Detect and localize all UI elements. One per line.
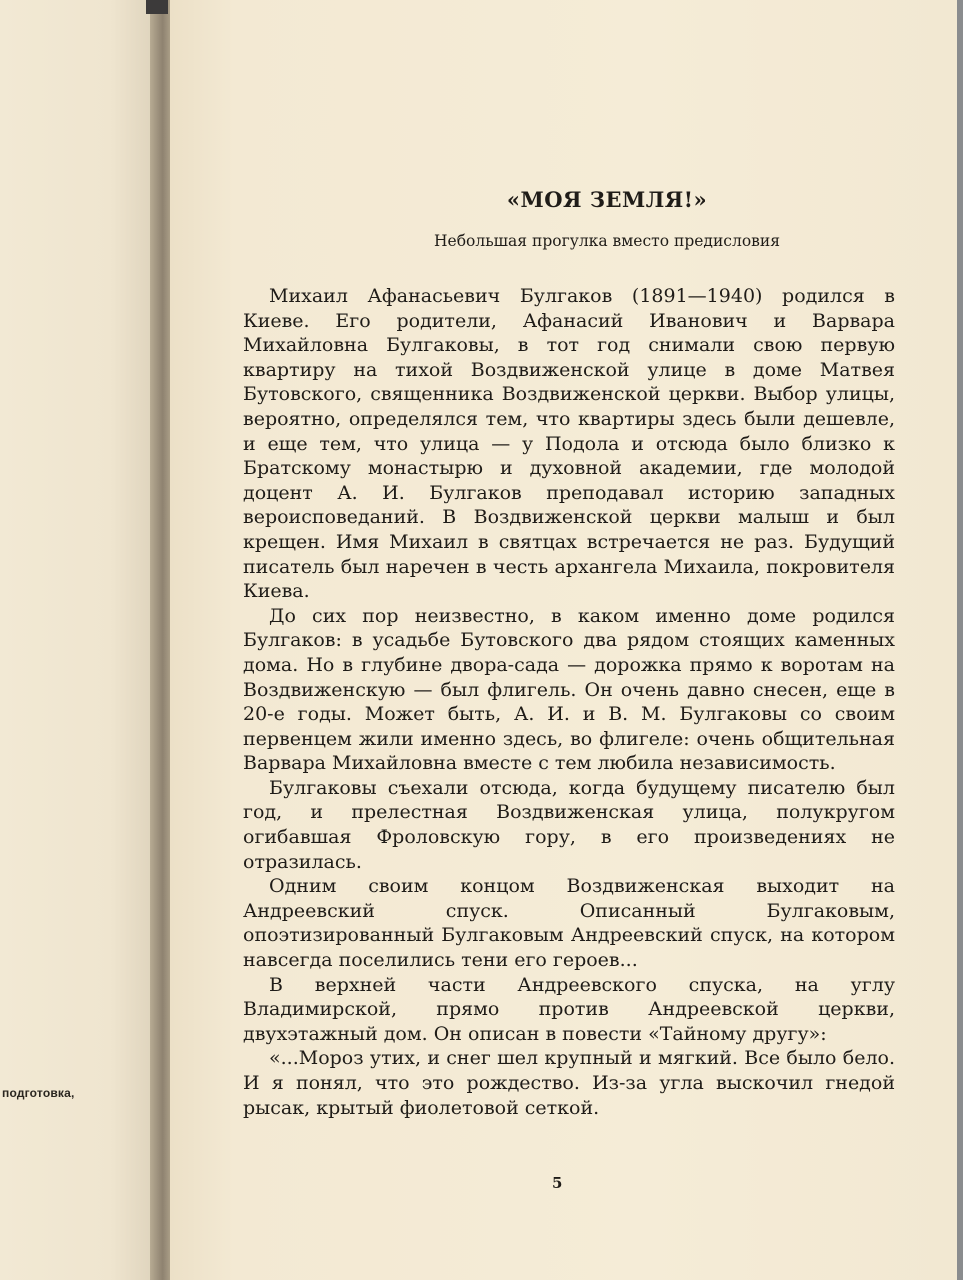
paragraph: Одним своим концом Воздвиженская выходит на Андреевский спуск. Описанный Булгаковым, опоэтизированный Булгаковым Андреевский спуск, на котором навсегда поселились тени его героев... xyxy=(243,875,895,972)
page-number: 5 xyxy=(552,1174,563,1192)
chapter-subtitle: Небольшая прогулка вместо предисловия xyxy=(434,232,780,250)
paragraph: До сих пор неизвестно, в каком именно доме родился Булгаков: в усадьбе Бутовского два рядом стоящих каменных дома. Но в глубине двора-сада — дорожка прямо к воротам на Воздвиженскую — был флигель. Он очень давно снесен, еще в 20-е годы. Может быть, А. И. и В. М. Булгаковы со своим первенцем жили именно здесь, во флигеле: очень общительная Варвара Михайловна вместе с тем любила независимость. xyxy=(243,604,895,775)
paragraph: «...Мороз утих, и снег шел крупный и мягкий. Все было бело. И я понял, что это рождество. Из-за угла выскочил гнедой рысак, крытый фиолетовой сеткой. xyxy=(243,1047,895,1119)
body-text xyxy=(243,284,895,1120)
chapter-title: «МОЯ ЗЕМЛЯ!» xyxy=(506,187,708,212)
paragraph: Булгаковы съехали отсюда, когда будущему писателю был год, и прелестная Воздвиженская улица, полукругом огибавшая Фроловскую гору, в его произведениях не отразилась. xyxy=(243,776,895,873)
page-edge-background xyxy=(957,0,963,1280)
paragraph: Михаил Афанасьевич Булгаков (1891—1940) родился в Киеве. Его родители, Афанасий Иванович и Варвара Михайловна Булгаковы, в тот год снимали свою первую квартиру на тихой Воздвиженской улице в доме Матвея Бутовского, священника Воздвиженской церкви. Выбор улицы, вероятно, определялся тем, что квартиры здесь были дешевле, и еще тем, что улица — у Подола и отсюда было близко к Братскому монастырю и духовной академии, где молодой доцент А. И. Булгаков преподавал историю западных вероисповеданий. В Воздвиженской церкви малыш и был крещен. Имя Михаил в святцах встречается не раз. Будущий писатель был наречен в честь архангела Михаила, покровителя Киева. xyxy=(243,285,895,603)
page-text-block xyxy=(243,180,895,1120)
paragraph: В верхней части Андреевского спуска, на углу Владимирской, прямо против Андреевской церкви, двухэтажный дом. Он описан в повести «Тайному другу»: xyxy=(243,973,895,1045)
book-spine-edge xyxy=(146,0,168,14)
left-page xyxy=(0,0,158,1280)
left-page-text-fragment: подготовка, xyxy=(2,1086,75,1100)
